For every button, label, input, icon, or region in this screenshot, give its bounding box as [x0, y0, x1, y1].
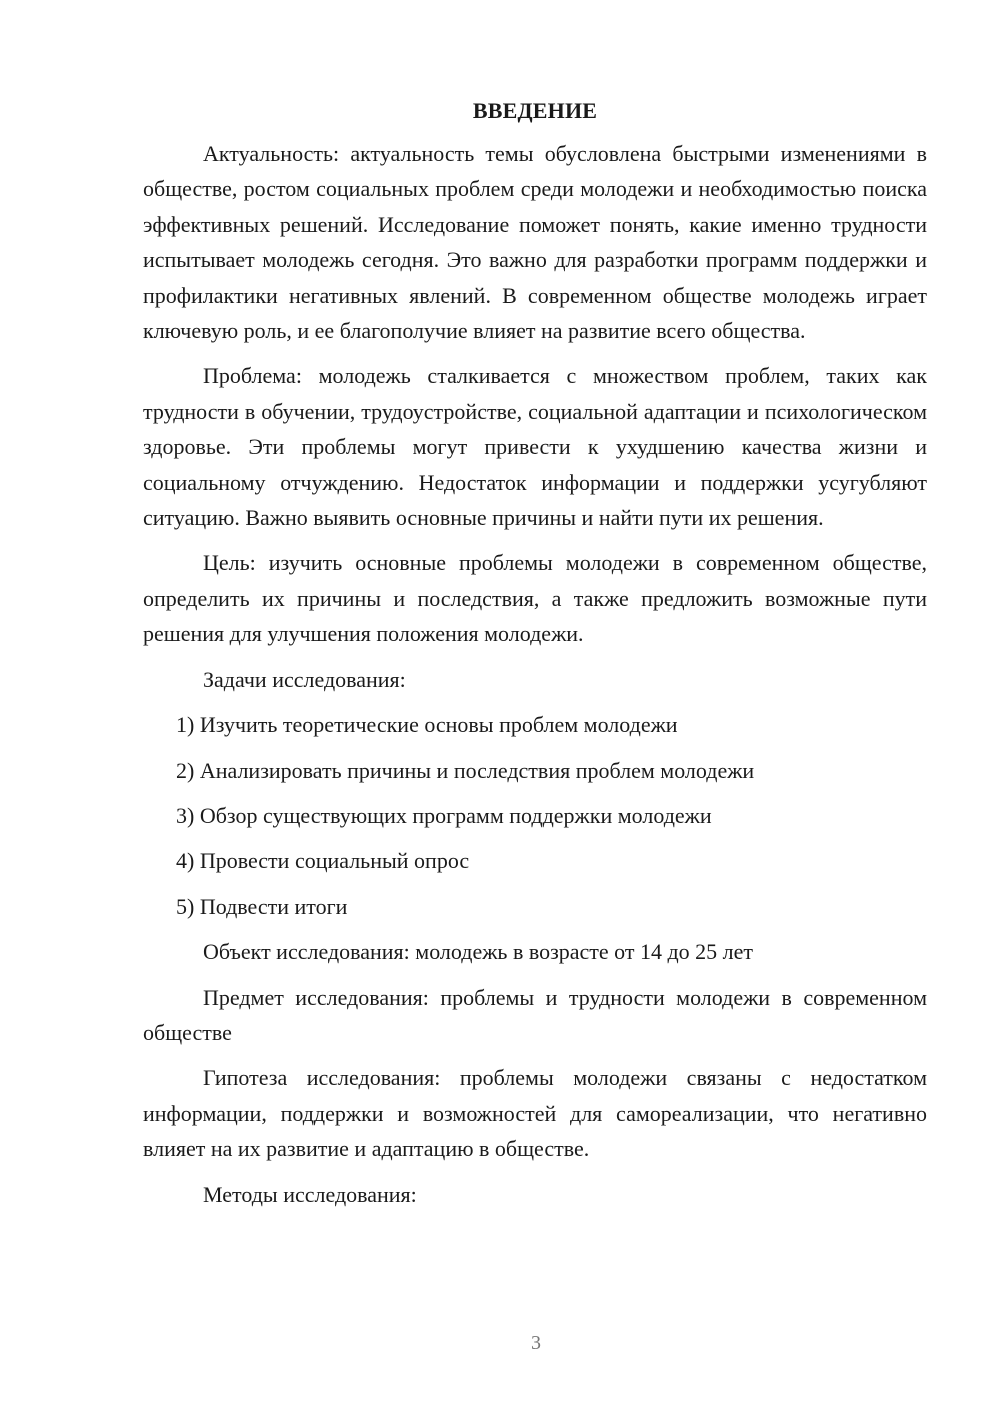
problem-paragraph: Проблема: молодежь сталкивается с множеством проблем, таких как трудности в обучении, трудоустройстве, социальной адаптации и психологическом здоровье. Эти проблемы могут привести к ухудшению качества жизни и социальному отчуждению. Недостаток информации и поддержки усугубляют ситуацию. Важно выявить основные причины и найти пути их решения. — [143, 363, 927, 531]
object-paragraph: Объект исследования: молодежь в возрасте от 14 до 25 лет — [203, 939, 754, 965]
tasks-heading: Задачи исследования: — [203, 666, 406, 692]
page-number: 3 — [531, 1332, 541, 1354]
methods-heading: Методы исследования: — [203, 1181, 417, 1207]
list-item: 2) Анализировать причины и последствия проблем молодежи — [176, 757, 755, 783]
list-item: 4) Провести социальный опрос — [176, 848, 470, 874]
subject-paragraph: Предмет исследования: проблемы и трудности молодежи в современном обществе — [143, 984, 927, 1045]
goal-paragraph: Цель: изучить основные проблемы молодежи в современном обществе, определить их причины и последствия, а также предложить возможные пути решения для улучшения положения молодежи. — [143, 550, 927, 647]
tasks-list — [143, 707, 927, 924]
relevance-paragraph: Актуальность: актуальность темы обусловлена быстрыми изменениями в обществе, ростом социальных проблем среди молодежи и необходимостью поиска эффективных решений. Исследование поможет понять, какие именно трудности испытывает молодежь сегодня. Это важно для разработки программ поддержки и профилактики негативных явлений. В современном обществе молодежь играет ключевую роль, и ее благополучие влияет на развитие всего общества. — [143, 141, 927, 344]
hypothesis-paragraph: Гипотеза исследования: проблемы молодежи связаны с недостатком информации, поддержки и возможностей для самореализации, что негативно влияет на их развитие и адаптацию в обществе. — [143, 1065, 927, 1162]
list-item: 1) Изучить теоретические основы проблем молодежи — [176, 712, 678, 738]
section-title: ВВЕДЕНИЕ — [472, 98, 598, 123]
document-body — [143, 96, 927, 1212]
list-item: 3) Обзор существующих программ поддержки молодежи — [176, 802, 712, 828]
list-item: 5) Подвести итоги — [176, 893, 348, 919]
